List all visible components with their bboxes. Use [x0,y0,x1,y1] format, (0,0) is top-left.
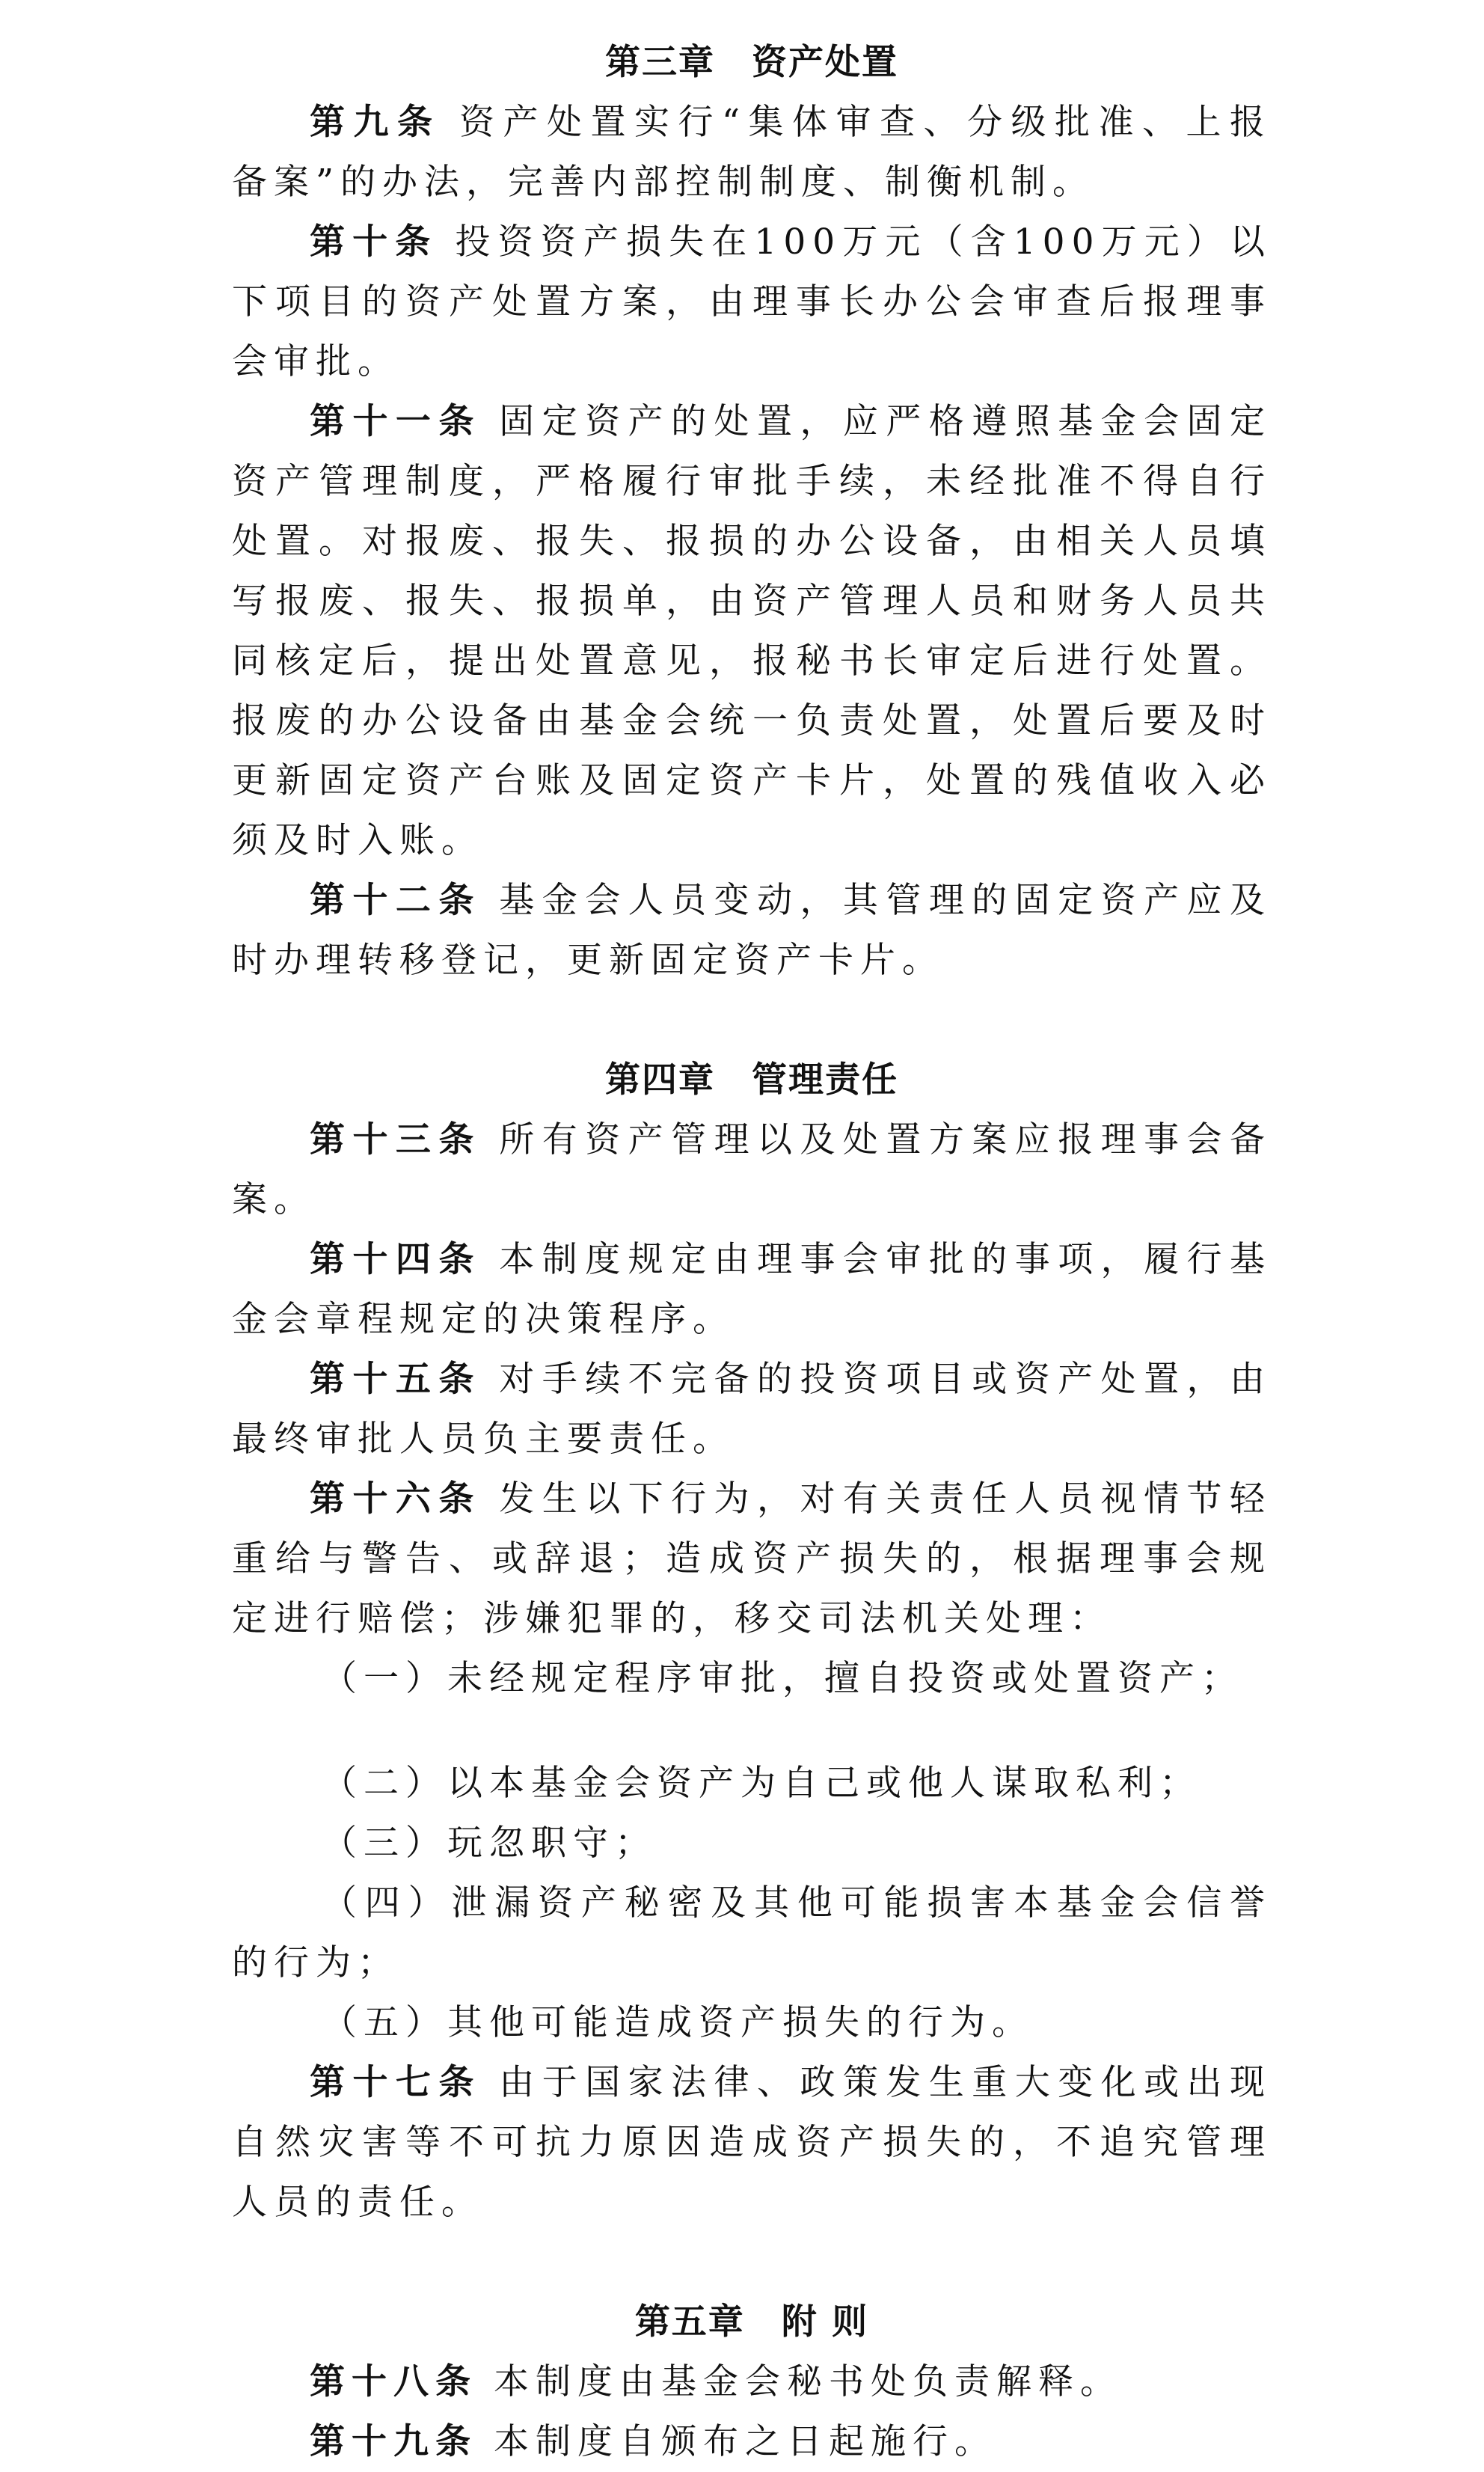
article-text: 本制度由基金会秘书处负责解释。 [494,2361,1122,2402]
chapter-heading: 第五章 附 则 [634,2301,869,2343]
list-item-4: （四）泄漏资产秘密及其他可能损害本基金会信誉的行为； [232,1882,1272,1983]
article-9 [232,93,1272,212]
article-label: 第十六条 [310,1478,482,1520]
article-text: 发生以下行为，对有关责任人员视情节轻重给与警告、或辞退；造成资产损失的，根据理事会规定进行赔偿；涉嫌犯罪的，移交司法机关处理： [232,1478,1272,1639]
chapter-3 [232,33,1272,991]
chapter-5 [232,2292,1272,2472]
document-body [232,33,1272,2472]
article-text: 本制度自颁布之日起施行。 [494,2421,996,2462]
chapter-heading: 第四章 管理责任 [605,1059,898,1101]
article-label: 第十九条 [310,2421,477,2462]
article-label: 第十二条 [310,880,482,921]
article-text: 资产处置实行“集体审查、分级批准、上报备案”的办法，完善内部控制制度、制衡机制。 [232,102,1272,203]
list-item-3: （三）玩忽职守； [322,1823,657,1864]
list-item-2: （二）以本基金会资产为自己或他人谋取私利； [322,1763,1201,1804]
article-text: 本制度规定由理事会审批的事项，履行基金会章程规定的决策程序。 [232,1239,1272,1340]
article-18 [232,2352,1272,2412]
article-label: 第十一条 [310,401,482,442]
article-text: 基金会人员变动，其管理的固定资产应及时办理转移登记，更新固定资产卡片。 [232,880,1272,981]
article-16 [232,1469,1272,1649]
article-label: 第十七条 [310,2062,482,2103]
article-label: 第十四条 [310,1239,482,1280]
chapter-4 [232,1050,1272,2233]
article-text: 固定资产的处置，应严格遵照基金会固定资产管理制度，严格履行审批手续，未经批准不得自行处置。对报废、报失、报损的办公设备，由相关人员填写报废、报失、报损单，由资产管理人员和财务人员共同核定后，提出处置意见，报秘书长审定后进行处置。报废的办公设备由基金会统一负责处置，处置后要及时更新固定资产台账及固定资产卡片，处置的残值收入必须及时入账。 [232,401,1272,861]
list-item-1: （一）未经规定程序审批，擅自投资或处置资产； [322,1658,1243,1699]
article-label: 第十条 [310,221,438,263]
article-11 [232,392,1272,871]
article-15 [232,1350,1272,1469]
article-label: 第九条 [310,102,441,143]
article-14 [232,1230,1272,1350]
list-item-5: （五）其他可能造成资产损失的行为。 [322,2002,1034,2043]
article-text: 由于国家法律、政策发生重大变化或出现自然灾害等不可抗力原因造成资产损失的，不追究管理人员的责任。 [232,2062,1272,2223]
article-12 [232,871,1272,991]
article-17 [232,2053,1272,2233]
article-text: 对手续不完备的投资项目或资产处置，由最终审批人员负主要责任。 [232,1359,1272,1460]
article-10 [232,212,1272,392]
article-label: 第十三条 [310,1119,482,1160]
article-text: 投资资产损失在100万元（含100万元）以下项目的资产处置方案，由理事长办公会审查后报理事会审批。 [232,221,1272,382]
article-label: 第十八条 [310,2361,477,2402]
article-text: 所有资产管理以及处置方案应报理事会备案。 [232,1119,1272,1220]
chapter-heading: 第三章 资产处置 [605,42,898,83]
article-label: 第十五条 [310,1359,482,1400]
article-19 [232,2412,1272,2472]
article-13 [232,1110,1272,1230]
